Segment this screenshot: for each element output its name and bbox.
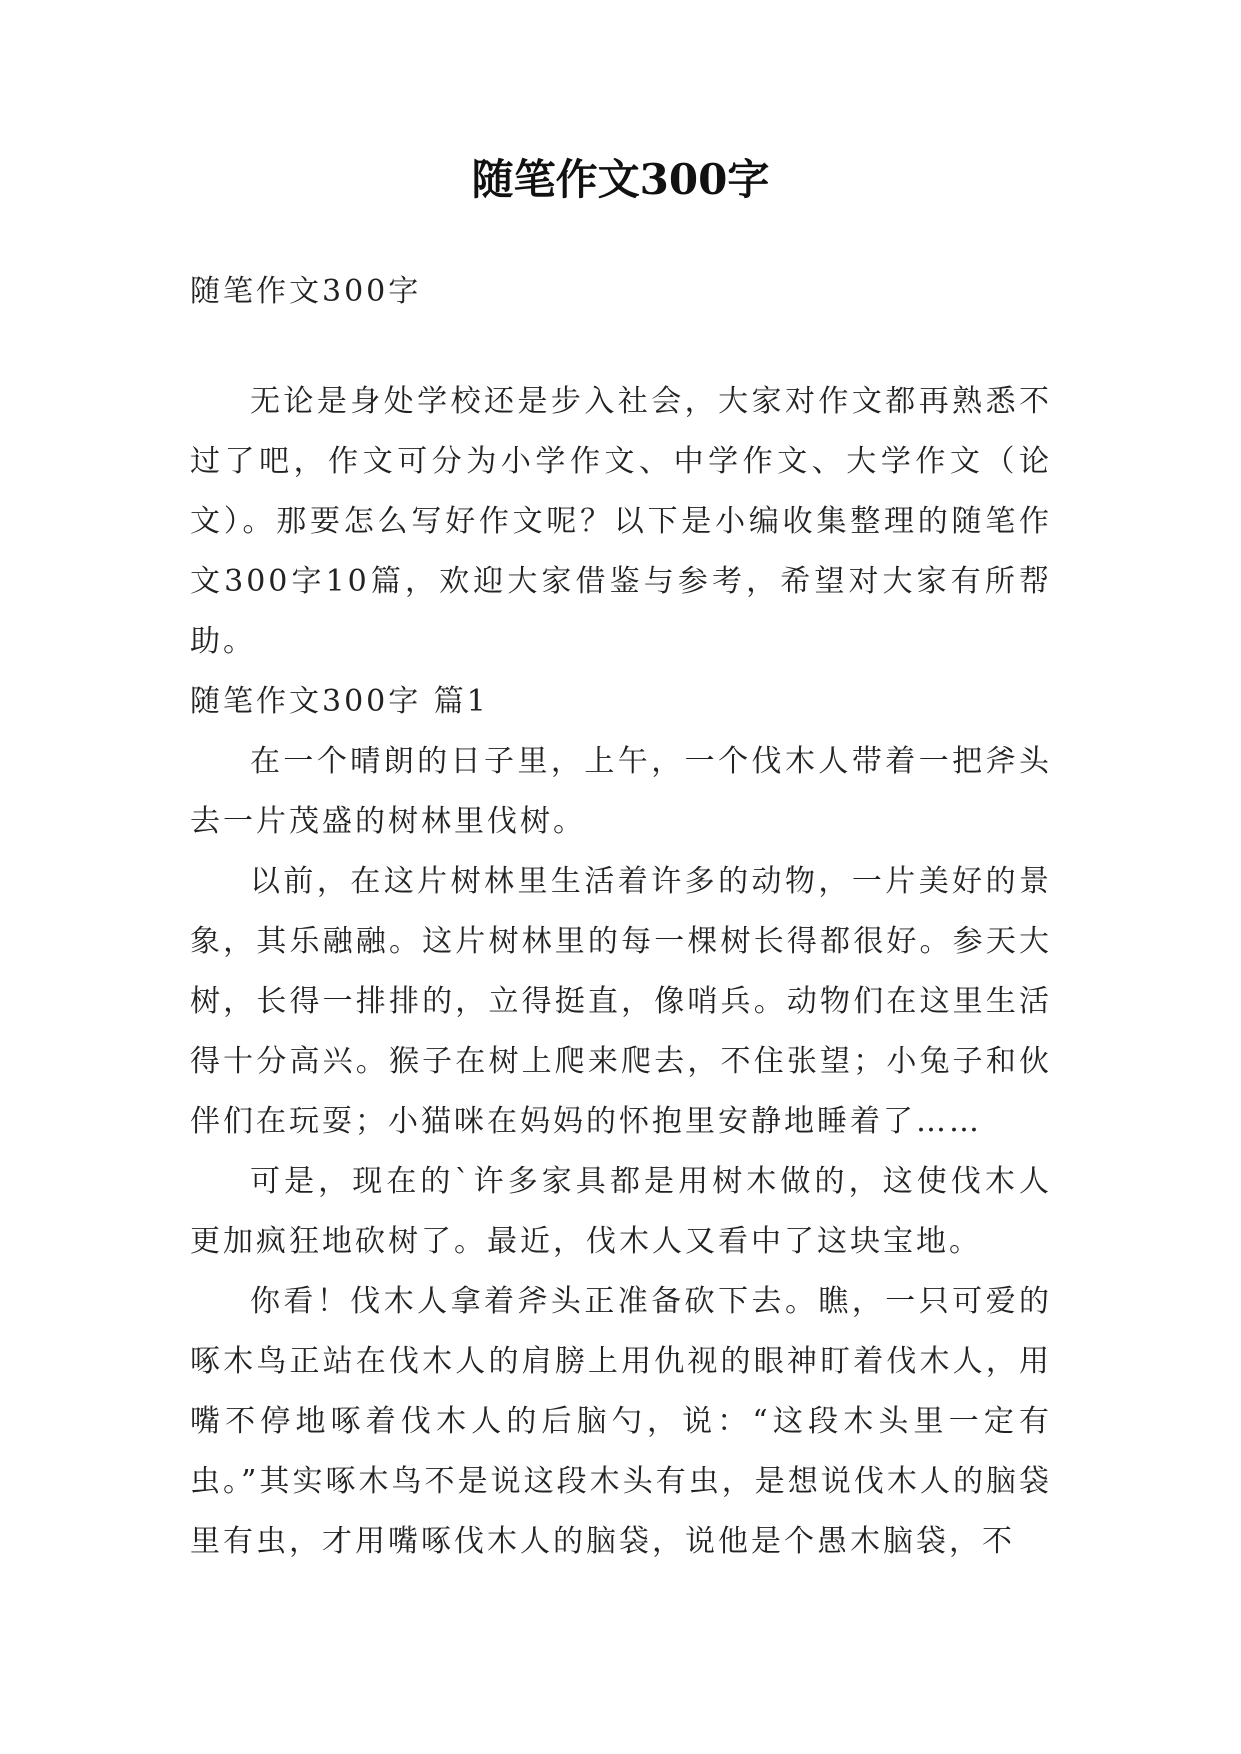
document-body [190,262,1052,1572]
document-title: 随笔作文300字 [471,155,770,204]
paragraph-1: 在一个晴朗的日子里，上午，一个伐木人带着一把斧头去一片茂盛的树林里伐树。 [190,744,1052,839]
paragraph-3: 可是，现在的`许多家具都是用树木做的，这使伐木人更加疯狂地砍树了。最近，伐木人又看中了这块宝地。 [190,1164,1052,1259]
document-subtitle: 随笔作文300字 [190,274,422,309]
intro-paragraph: 无论是身处学校还是步入社会，大家对作文都再熟悉不过了吧，作文可分为小学作文、中学作文、大学作文（论文）。那要怎么写好作文呢？以下是小编收集整理的随笔作文300字10篇，欢迎大家借鉴与参考，希望对大家有所帮助。 [190,384,1052,659]
section-heading: 随笔作文300字 篇1 [190,684,489,719]
paragraph-4: 你看！伐木人拿着斧头正准备砍下去。瞧，一只可爱的啄木鸟正站在伐木人的肩膀上用仇视的眼神盯着伐木人，用嘴不停地啄着伐木人的后脑勺，说：“这段木头里一定有虫。”其实啄木鸟不是说这段木头有虫，是想说伐木人的脑袋里有虫，才用嘴啄伐木人的脑袋，说他是个愚木脑袋，不 [190,1284,1052,1559]
paragraph-2: 以前，在这片树林里生活着许多的动物，一片美好的景象，其乐融融。这片树林里的每一棵树长得都很好。参天大树，长得一排排的，立得挺直，像哨兵。动物们在这里生活得十分高兴。猴子在树上爬来爬去，不住张望；小兔子和伙伴们在玩耍；小猫咪在妈妈的怀抱里安静地睡着了…… [190,864,1052,1139]
